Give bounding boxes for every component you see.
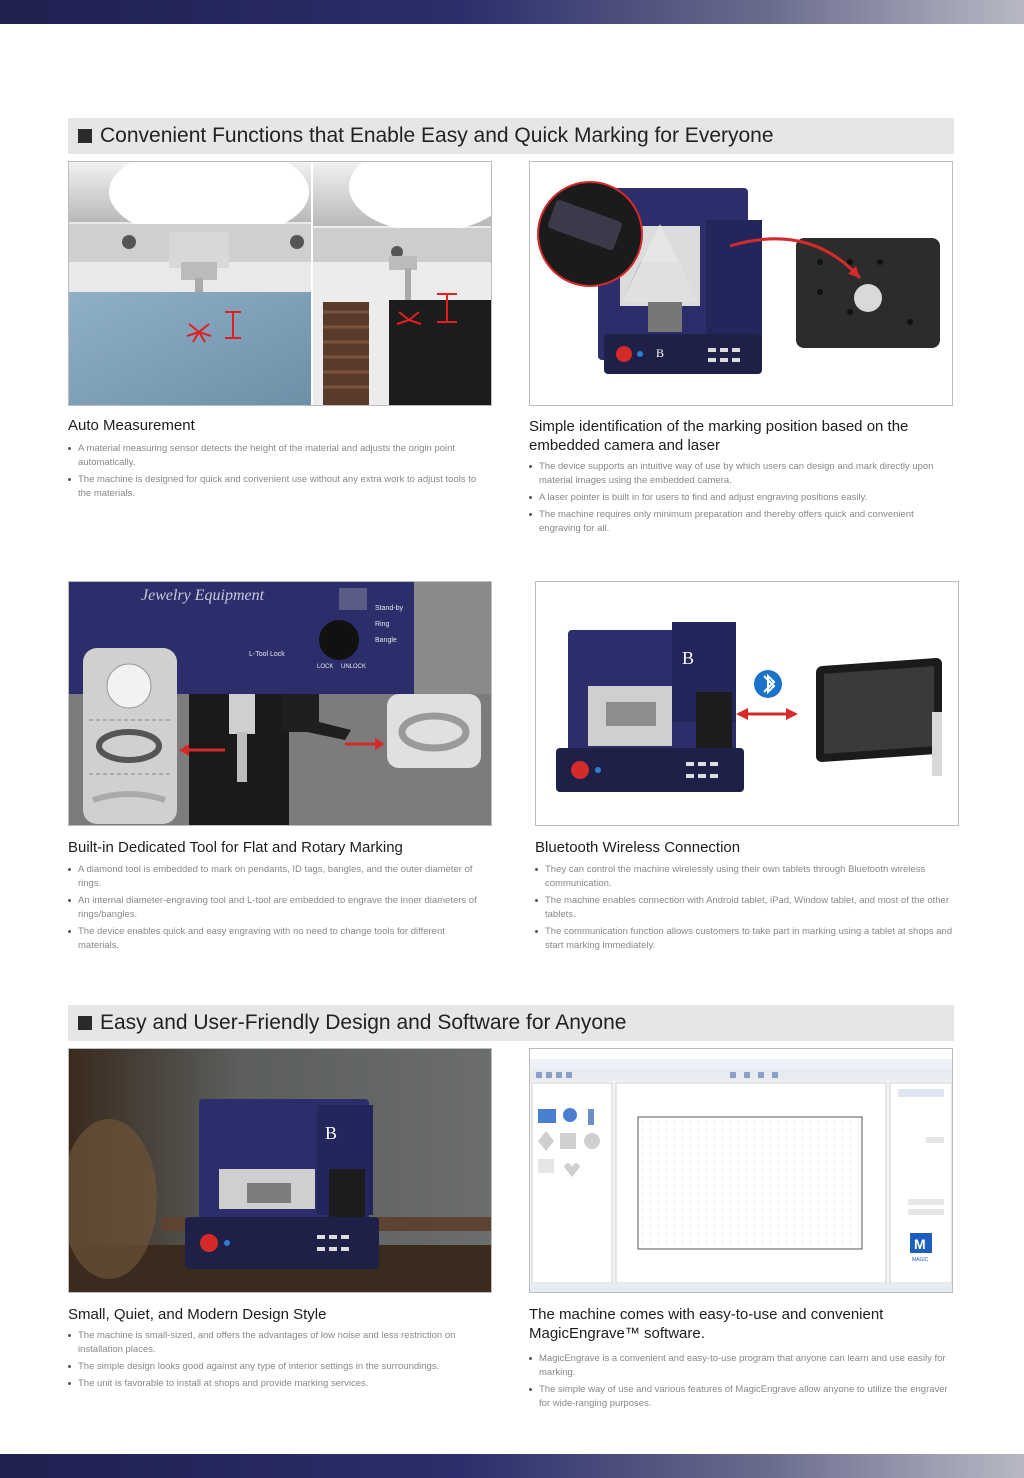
bullet-item: MagicEngrave is a convenient and easy-to-use program that anyone can learn and use easily for marking. (529, 1352, 949, 1380)
section-title: Convenient Functions that Enable Easy and Quick Marking for Everyone (100, 124, 774, 147)
ring-label: Ring (375, 621, 390, 628)
bullet-item: A diamond tool is embedded to mark on pendants, ID tags, bangles, and the outer diameter of rings. (68, 863, 488, 891)
feature-bullets-software (529, 1352, 949, 1414)
bullet-item: The machine requires only minimum preparation and thereby offers quick and convenient engraving for all. (529, 508, 953, 536)
feature-title-camera-laser: Simple identification of the marking position based on the embedded camera and laser (529, 418, 909, 454)
bluetooth-image (535, 581, 959, 826)
auto-measurement-image (68, 161, 492, 406)
unlock-label: UNLOCK (341, 664, 367, 670)
feature-bullets-modern-design (68, 1329, 488, 1394)
bullet-item: The machine is designed for quick and convenient use without any extra work to adjust tools to the materials. (68, 473, 488, 501)
bullet-item: The unit is favorable to install at shops and provide marking services. (68, 1377, 488, 1391)
brand-logo-text: B (682, 648, 695, 668)
bullet-item: They can control the machine wirelessly using their own tablets through Bluetooth wireless communication. (535, 863, 955, 891)
bullet-item: A laser pointer is built in for users to find and adjust engraving positions easily. (529, 491, 953, 505)
bullet-item: A material measuring sensor detects the height of the material and adjusts the origin point automatically. (68, 442, 488, 470)
feature-bullets-built-in-tool (68, 863, 488, 956)
magic-logo-letter: M (914, 1236, 926, 1252)
standby-label: Stand-by (375, 605, 404, 612)
bullet-item: The communication function allows customers to take part in marking using a tablet at shops and start marking immediately. (535, 925, 955, 953)
section-square-icon (78, 1016, 92, 1030)
section-header-convenient-functions (68, 118, 954, 154)
brand-logo-text: B (656, 346, 665, 360)
modern-design-image (68, 1048, 492, 1293)
bullet-item: The simple way of use and various features of MagicEngrave allow anyone to utilize the engraver for wide-ranging purposes. (529, 1383, 949, 1411)
feature-title-auto-measurement: Auto Measurement (68, 417, 195, 434)
camera-laser-image (529, 161, 953, 406)
bullet-item: The machine enables connection with Android tablet, iPad, Window tablet, and most of the other tablets. (535, 894, 955, 922)
bullet-item: An internal diameter-engraving tool and L-tool are embedded to engrave the inner diameters of rings/bangles. (68, 894, 488, 922)
bullet-item: The simple design looks good against any type of interior settings in the surroundings. (68, 1360, 488, 1374)
bullet-item: The device supports an intuitive way of use by which users can design and mark directly upon material images using the embedded camera. (529, 460, 953, 488)
ltool-lock-label: L-Tool Lock (249, 651, 285, 658)
feature-bullets-bluetooth (535, 863, 955, 956)
section-square-icon (78, 129, 92, 143)
feature-title-built-in-tool: Built-in Dedicated Tool for Flat and Rotary Marking (68, 839, 403, 856)
bullet-item: The machine is small-sized, and offers the advantages of low noise and less restriction on installation places. (68, 1329, 488, 1357)
feature-bullets-auto-measurement (68, 442, 488, 504)
brand-logo-text: B (325, 1123, 338, 1143)
bottom-banner (0, 1454, 1024, 1478)
jewelry-equipment-text: Jewelry Equipment (141, 587, 265, 604)
feature-title-modern-design: Small, Quiet, and Modern Design Style (68, 1306, 327, 1323)
magic-logo-text: MAGIC (912, 1257, 929, 1263)
feature-title-bluetooth: Bluetooth Wireless Connection (535, 839, 741, 856)
bluetooth-icon (754, 670, 782, 698)
section-header-design-software (68, 1005, 954, 1041)
bullet-item: The device enables quick and easy engraving with no need to change tools for different materials. (68, 925, 488, 953)
top-banner (0, 0, 1024, 24)
software-screenshot-image (529, 1048, 953, 1293)
section-title: Easy and User-Friendly Design and Software for Anyone (100, 1011, 627, 1034)
bangle-label: Bangle (375, 637, 397, 644)
feature-title-software: The machine comes with easy-to-use and convenient MagicEngrave™ software. (529, 1306, 884, 1342)
built-in-tool-image (68, 581, 492, 826)
lock-label: LOCK (317, 664, 334, 670)
feature-bullets-camera-laser (529, 460, 953, 539)
